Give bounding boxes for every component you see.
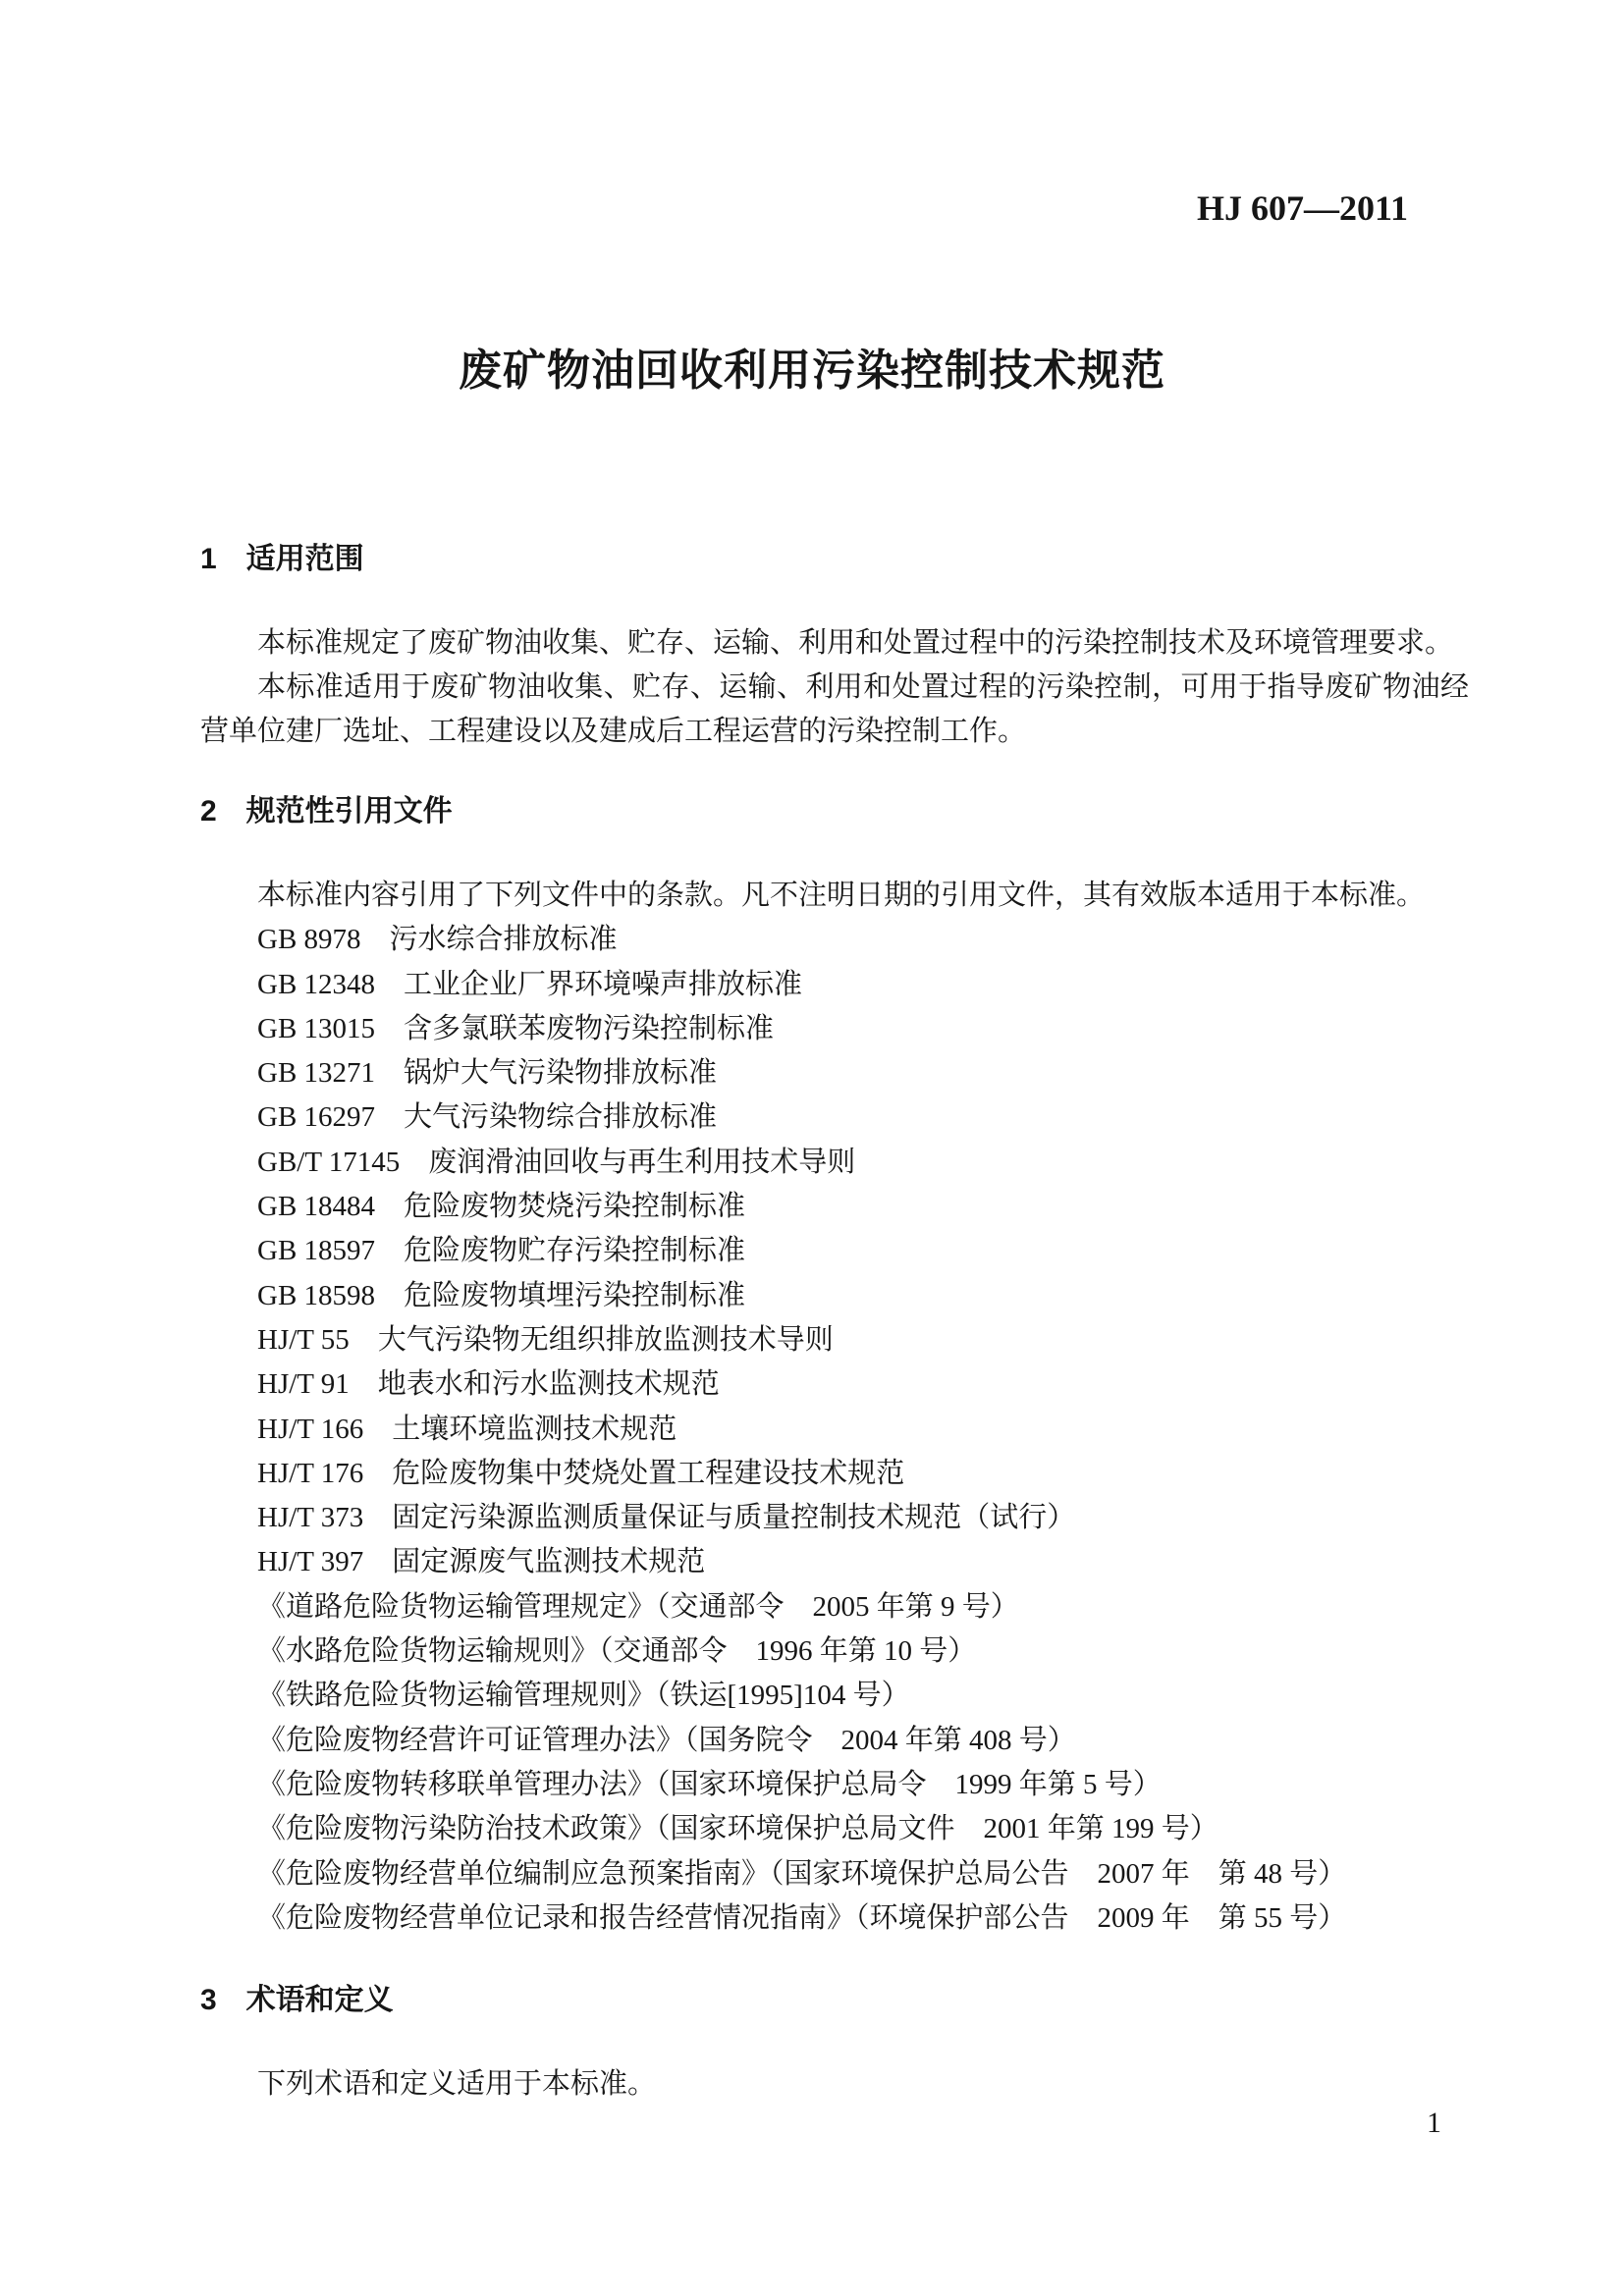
reference-item: HJ/T 397 固定源废气监测技术规范 [257, 1546, 706, 1578]
normative-references [200, 874, 1469, 1941]
section-3-heading: 3 术语和定义 [200, 1984, 394, 2017]
reference-item: HJ/T 176 危险废物集中焚烧处置工程建设技术规范 [257, 1457, 905, 1489]
reference-item: HJ/T 91 地表水和污水监测技术规范 [257, 1368, 720, 1401]
reference-item: 《危险废物经营单位编制应急预案指南》（国家环境保护总局公告 2007 年 第 48 号） [257, 1857, 1347, 1890]
reference-item: HJ/T 373 固定污染源监测质量保证与质量控制技术规范（试行） [257, 1502, 1076, 1534]
reference-item: GB/T 17145 废润滑油回收与再生利用技术导则 [257, 1146, 856, 1178]
reference-item: 《危险废物污染防治技术政策》（国家环境保护总局文件 2001 年第 199 号） [257, 1813, 1218, 1845]
paragraph: 本标准适用于废矿物油收集、贮存、运输、利用和处置过程的污染控制，可用于指导废矿物油经营单位建厂选址、工程建设以及建成后工程运营的污染控制工作。 [200, 671, 1469, 747]
document-body [200, 0, 1469, 2107]
reference-item: 《道路危险货物运输管理规定》（交通部令 2005 年第 9 号） [257, 1590, 1019, 1623]
page-number: 1 [1427, 2107, 1441, 2139]
reference-item: GB 18484 危险废物焚烧污染控制标准 [257, 1191, 746, 1223]
reference-item: 《危险废物转移联单管理办法》（国家环境保护总局令 1999 年第 5 号） [257, 1768, 1162, 1800]
section-1-paragraphs [200, 621, 1469, 754]
section-2-heading: 2 规范性引用文件 [200, 795, 453, 828]
reference-item: 《水路危险货物运输规则》（交通部令 1996 年第 10 号） [257, 1635, 977, 1668]
section-1-heading: 1 适用范围 [200, 543, 364, 575]
reference-item: GB 13015 含多氯联苯废物污染控制标准 [257, 1012, 775, 1044]
doc-number: HJ 607—2011 [1196, 188, 1408, 228]
reference-item: GB 8978 污水综合排放标准 [257, 924, 618, 956]
reference-item: 《危险废物经营许可证管理办法》（国务院令 2004 年第 408 号） [257, 1724, 1076, 1756]
page-title: 废矿物油回收利用污染控制技术规范 [459, 347, 1165, 395]
reference-item: GB 16297 大气污染物综合排放标准 [257, 1101, 718, 1134]
references-intro: 本标准内容引用了下列文件中的条款。凡不注明日期的引用文件，其有效版本适用于本标准。 [257, 880, 1426, 911]
reference-item: 《危险废物经营单位记录和报告经营情况指南》（环境保护部公告 2009 年 第 55 号） [257, 1901, 1347, 1934]
section-3-paragraphs [200, 2062, 1469, 2107]
reference-item: 《铁路危险货物运输管理规则》（铁运[1995]104 号） [257, 1680, 910, 1712]
paragraph: 下列术语和定义适用于本标准。 [257, 2068, 657, 2101]
reference-item: GB 18598 危险废物填埋污染控制标准 [257, 1279, 746, 1311]
reference-item: HJ/T 55 大气污染物无组织排放监测技术导则 [257, 1323, 834, 1356]
reference-item: GB 12348 工业企业厂界环境噪声排放标准 [257, 968, 803, 1000]
paragraph: 本标准规定了废矿物油收集、贮存、运输、利用和处置过程中的污染控制技术及环境管理要求。 [257, 627, 1454, 659]
reference-item: GB 13271 锅炉大气污染物排放标准 [257, 1057, 718, 1090]
reference-item: GB 18597 危险废物贮存污染控制标准 [257, 1235, 746, 1267]
reference-item: HJ/T 166 土壤环境监测技术规范 [257, 1413, 677, 1445]
